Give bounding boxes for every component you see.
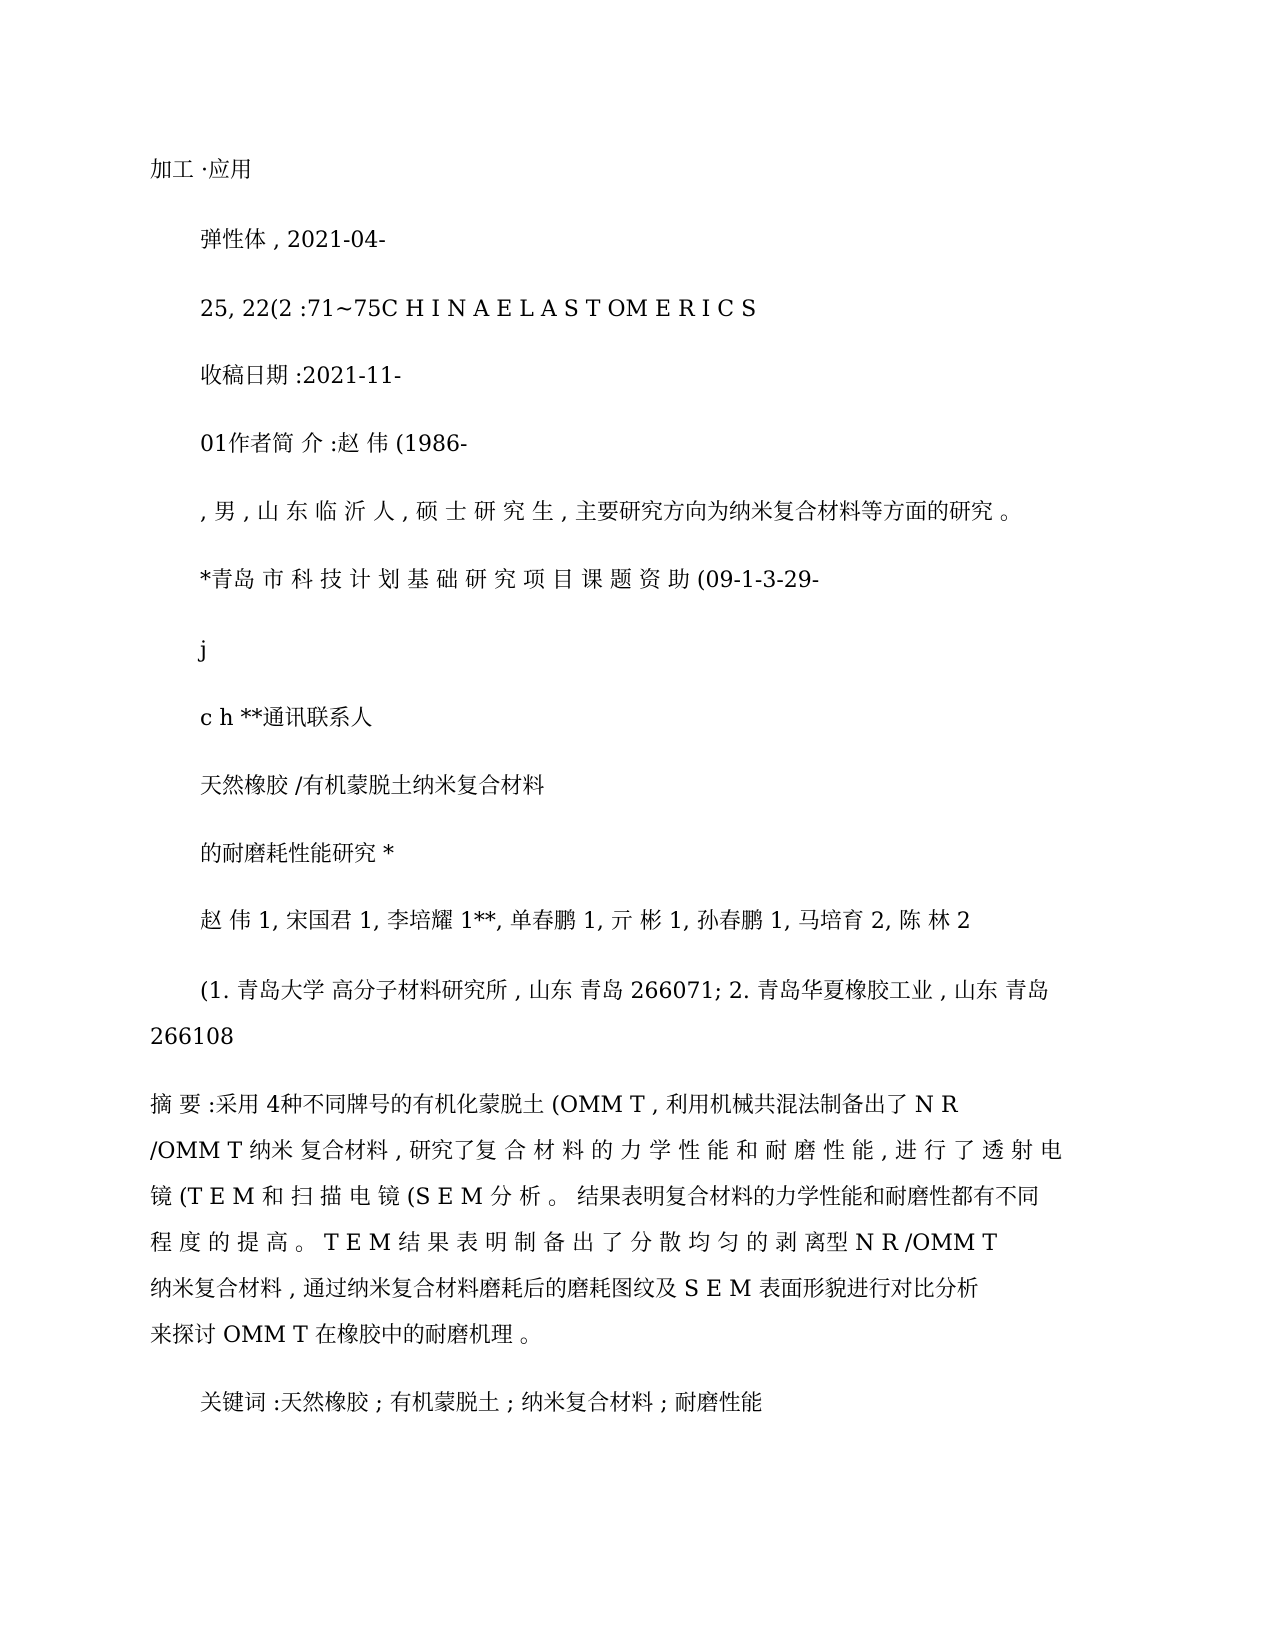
abstract-line-1: [150, 1083, 958, 1129]
abstract-line-6: 来探讨 OMM T 在橡胶中的耐磨机理 。: [150, 1323, 542, 1348]
author-details: , 男 , 山 东 临 沂 人 , 硕 士 研 究 生 , 主要研究方向为纳米复合材料等方面的研究 。: [200, 500, 1022, 525]
section-header: 加工 ·应用: [150, 158, 252, 183]
authors-line: 赵 伟 1, 宋国君 1, 李培耀 1**, 单春鹏 1, 亓 彬 1, 孙春鹏 1, 马培育 2, 陈 林 2: [200, 909, 971, 934]
keywords-line: 关键词 :天然橡胶 ; 有机蒙脱土 ; 纳米复合材料 ; 耐磨性能: [200, 1391, 763, 1416]
abstract-line-5: 纳米复合材料 , 通过纳米复合材料磨耗后的磨耗图纹及 S E M 表面形貌进行对比分析: [150, 1277, 979, 1302]
corresponding-author-note: c h **通讯联系人: [200, 706, 373, 731]
funding-line: *青岛 市 科 技 计 划 基 础 研 究 项 目 课 题 资 助 (09-1-3-29-: [200, 568, 820, 593]
title-line-2: 的耐磨耗性能研究 *: [200, 842, 394, 867]
abstract-line-2: /OMM T 纳米 复合材料 , 研究了复 合 材 料 的 力 学 性 能 和 耐 磨 性 能 , 进 行 了 透 射 电: [150, 1139, 1062, 1164]
abstract-line-3: 镜 (T E M 和 扫 描 电 镜 (S E M 分 析 。 结果表明复合材料的力学性能和耐磨性都有不同: [150, 1185, 1039, 1210]
affiliations-line-1: (1. 青岛大学 高分子材料研究所 , 山东 青岛 266071; 2. 青岛华夏橡胶工业 , 山东 青岛: [200, 979, 1049, 1004]
abstract-line-4: 程 度 的 提 高 。 T E M 结 果 表 明 制 备 出 了 分 散 均 匀 的 剥 离型 N R /OMM T: [150, 1231, 998, 1256]
title-line-1: 天然橡胶 /有机蒙脱土纳米复合材料: [200, 774, 545, 799]
funding-fragment-j: j: [200, 638, 207, 663]
abstract-text-1: 摘 要 :采用 4种不同牌号的有机化蒙脱土 (OMM T , 利用机械共混法制备出了 N R: [150, 1093, 958, 1118]
received-date: 收稿日期 :2021-11-: [200, 364, 402, 389]
affiliations-line-2: 266108: [150, 1025, 234, 1050]
journal-line-2: 25, 22(2 :71~75C H I N A E L A S T OM E R I C S: [200, 297, 757, 322]
journal-line-1: 弹性体 , 2021-04-: [200, 228, 386, 253]
author-intro: 01作者简 介 :赵 伟 (1986-: [200, 432, 468, 457]
